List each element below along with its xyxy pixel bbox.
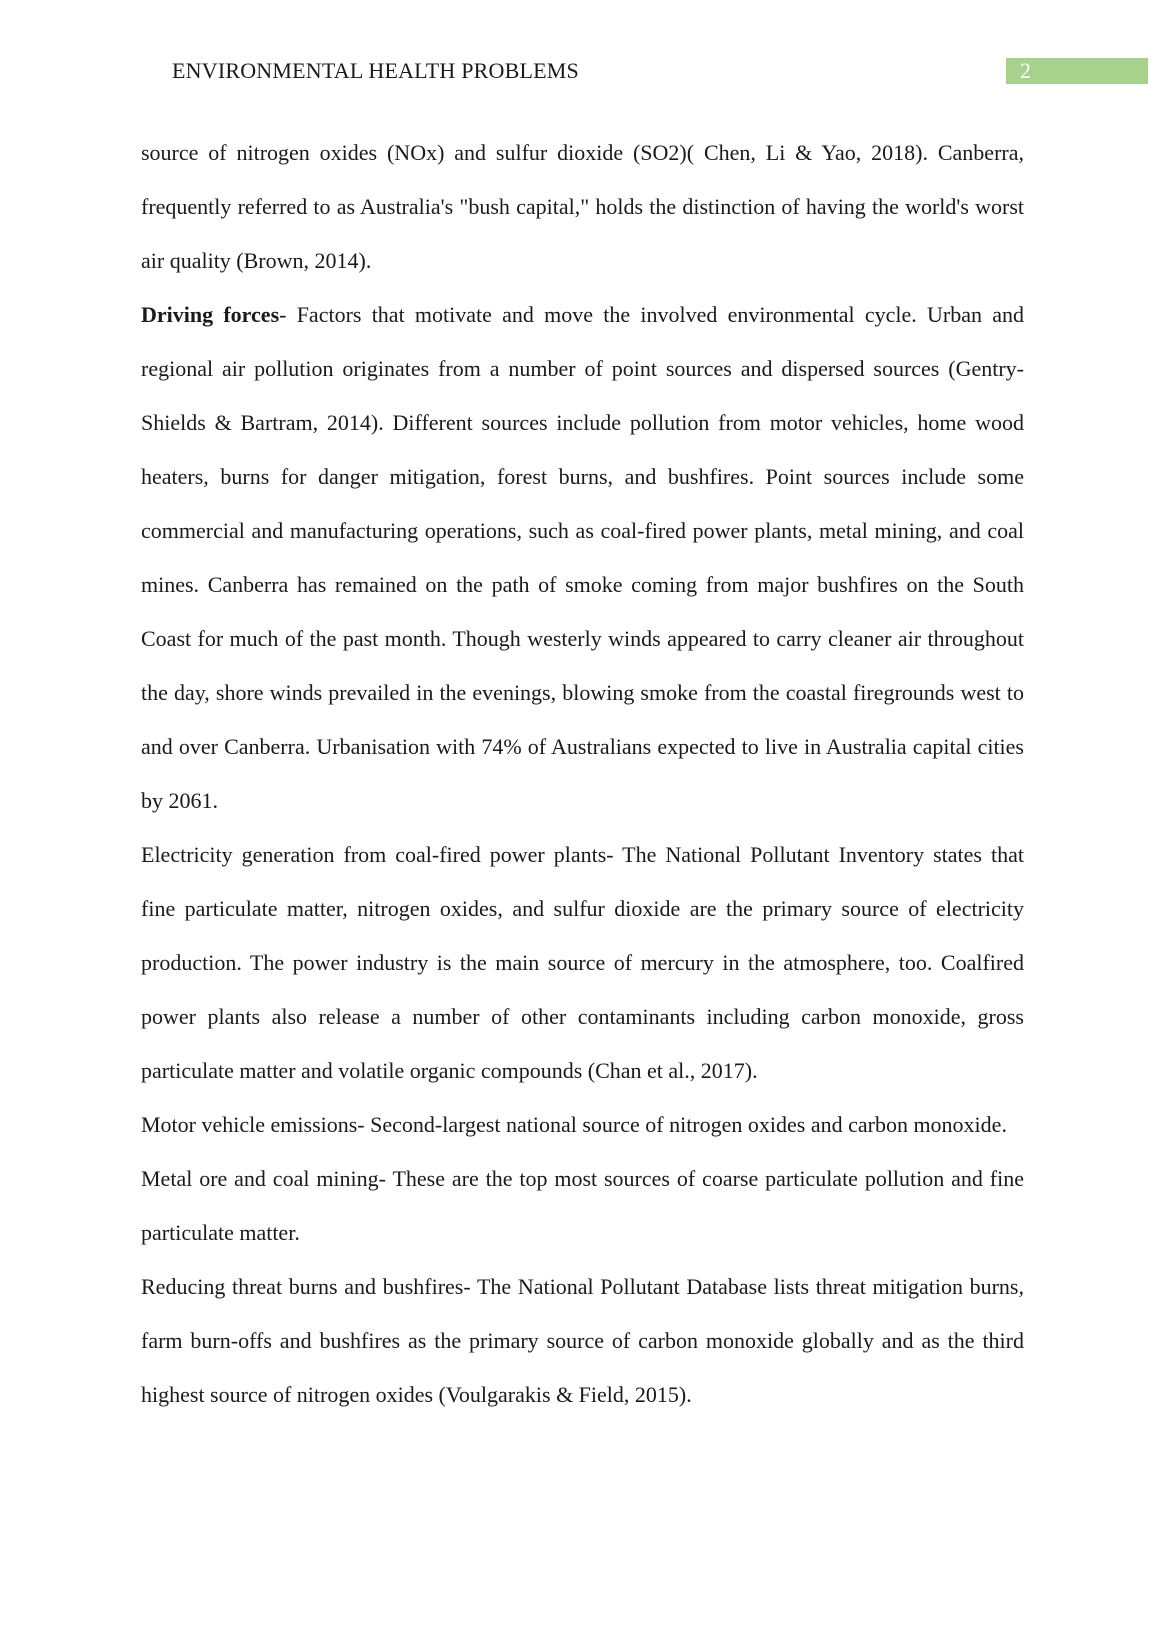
paragraph-driving-forces [141, 288, 1024, 828]
page-number: 2 [1020, 58, 1031, 83]
paragraph-electricity-generation: Electricity generation from coal-fired power plants- The National Pollutant Inventory states that fine particulate matter, nitrogen oxides, and sulfur dioxide are the primary source of electricity production. The power industry is the main source of mercury in the atmosphere, too. Coalfired power plants also release a number of other contaminants including carbon monoxide, gross particulate matter and volatile organic compounds (Chan et al., 2017). [141, 842, 1024, 1083]
paragraph-1: source of nitrogen oxides (NOx) and sulfur dioxide (SO2)( Chen, Li & Yao, 2018). Canberra, frequently referred to as Australia's "bush capital," holds the distinction of having the world's worst air quality (Brown, 2014). [141, 140, 1024, 273]
driving-forces-heading: Driving forces [141, 302, 280, 327]
page-header [0, 56, 1158, 86]
paragraph-motor-vehicle: Motor vehicle emissions- Second-largest national source of nitrogen oxides and carbon monoxide. [141, 1112, 1007, 1137]
page-number-box [1006, 58, 1148, 84]
driving-forces-text: - Factors that motivate and move the involved environmental cycle. Urban and regional air pollution originates from a number of point sources and dispersed sources (Gentry-Shields & Bartram, 2014). Different sources include pollution from motor vehicles, home wood heaters, burns for danger mitigation, forest burns, and bushfires. Point sources include some commercial and manufacturing operations, such as coal-fired power plants, metal mining, and coal mines. Canberra has remained on the path of smoke coming from major bushfires on the South Coast for much of the past month. Though westerly winds appeared to carry cleaner air throughout the day, shore winds prevailed in the evenings, blowing smoke from the coastal firegrounds west to and over Canberra. Urbanisation with 74% of Australians expected to live in Australia capital cities by 2061. [141, 302, 1024, 813]
paragraph-threat-burns: Reducing threat burns and bushfires- The National Pollutant Database lists threat mitigation burns, farm burn-offs and bushfires as the primary source of carbon monoxide globally and as the third highest source of nitrogen oxides (Voulgarakis & Field, 2015). [141, 1274, 1024, 1407]
paragraph-metal-ore-mining: Metal ore and coal mining- These are the top most sources of coarse particulate pollution and fine particulate matter. [141, 1166, 1024, 1245]
document-body [141, 126, 1024, 1422]
running-head: ENVIRONMENTAL HEALTH PROBLEMS [172, 58, 579, 83]
